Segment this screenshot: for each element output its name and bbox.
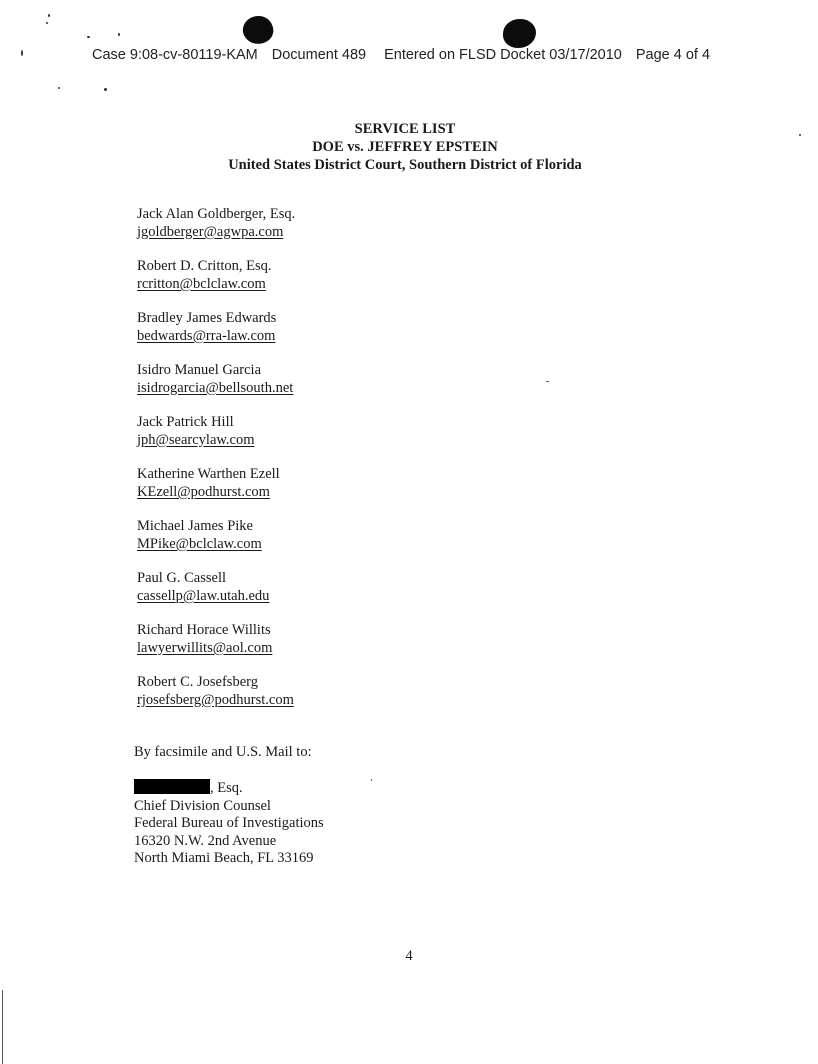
- attorney-name: Richard Horace Willits: [137, 622, 271, 638]
- title-line: DOE vs. JEFFREY EPSTEIN: [312, 139, 498, 155]
- scan-speck: [48, 14, 50, 17]
- page-number: 4: [405, 948, 413, 964]
- recipient-name-suffix: , Esq.: [210, 780, 243, 796]
- redaction-bar: [134, 779, 210, 794]
- recipient-city: North Miami Beach, FL 33169: [134, 850, 314, 867]
- attorney-name: Robert D. Critton, Esq.: [137, 258, 272, 274]
- hole-punch-mark: [503, 19, 536, 48]
- scan-speck: [46, 22, 48, 24]
- service-list-entry: [137, 466, 295, 501]
- attorney-name: Katherine Warthen Ezell: [137, 466, 280, 482]
- scan-speck: [546, 381, 549, 382]
- scan-edge-line: [2, 990, 3, 1064]
- attorney-email-link[interactable]: jgoldberger@agwpa.com: [137, 223, 284, 240]
- attorney-name: Jack Alan Goldberger, Esq.: [137, 206, 296, 222]
- service-list-entry: [137, 258, 295, 293]
- entered-date: Entered on FLSD Docket 03/17/2010: [384, 47, 622, 63]
- attorney-name: Michael James Pike: [137, 518, 253, 534]
- fax-mail-note: By facsimile and U.S. Mail to:: [134, 744, 312, 760]
- scan-speck: [21, 50, 23, 56]
- recipient-street: 16320 N.W. 2nd Avenue: [134, 832, 277, 849]
- attorney-email-link[interactable]: KEzell@podhurst.com: [137, 483, 270, 500]
- scan-speck: [104, 88, 107, 91]
- scan-speck: [118, 33, 120, 36]
- service-list-title: [0, 120, 818, 174]
- hole-punch-mark: [239, 12, 276, 48]
- attorney-name: Jack Patrick Hill: [137, 414, 234, 430]
- document-number: Document 489: [271, 47, 367, 63]
- service-list-entry: [137, 414, 295, 449]
- title-line: SERVICE LIST: [354, 121, 456, 137]
- service-list-entry: [137, 570, 295, 605]
- mail-recipient-block: [134, 779, 324, 868]
- attorney-name: Bradley James Edwards: [137, 310, 277, 326]
- attorney-email-link[interactable]: jph@searcylaw.com: [137, 431, 255, 448]
- recipient-organization: Federal Bureau of Investigations: [134, 815, 324, 832]
- attorney-email-link[interactable]: MPike@bclclaw.com: [137, 535, 262, 552]
- attorney-name: Isidro Manuel Garcia: [137, 362, 262, 378]
- service-list: [137, 206, 295, 726]
- service-list-entry: [137, 622, 295, 657]
- recipient-title: Chief Division Counsel: [134, 797, 271, 814]
- scan-speck: [371, 779, 372, 781]
- service-list-entry: [137, 518, 295, 553]
- attorney-email-link[interactable]: cassellp@law.utah.edu: [137, 587, 270, 604]
- title-line: United States District Court, Southern District of Florida: [228, 157, 582, 173]
- service-list-entry: [137, 206, 295, 241]
- docket-header: [92, 47, 710, 63]
- attorney-email-link[interactable]: bedwards@rra-law.com: [137, 327, 276, 344]
- attorney-email-link[interactable]: rjosefsberg@podhurst.com: [137, 691, 294, 708]
- page-count: Page 4 of 4: [635, 47, 711, 63]
- service-list-entry: [137, 310, 295, 345]
- scan-speck: [58, 87, 60, 89]
- attorney-name: Robert C. Josefsberg: [137, 674, 258, 690]
- service-list-entry: [137, 362, 295, 397]
- case-number: Case 9:08-cv-80119-KAM: [92, 47, 258, 63]
- recipient-name-line: [134, 779, 324, 798]
- scan-speck: [87, 36, 90, 38]
- attorney-email-link[interactable]: isidrogarcia@bellsouth.net: [137, 379, 294, 396]
- service-list-entry: [137, 674, 295, 709]
- attorney-name: Paul G. Cassell: [137, 570, 227, 586]
- attorney-email-link[interactable]: lawyerwillits@aol.com: [137, 639, 273, 656]
- attorney-email-link[interactable]: rcritton@bclclaw.com: [137, 275, 266, 292]
